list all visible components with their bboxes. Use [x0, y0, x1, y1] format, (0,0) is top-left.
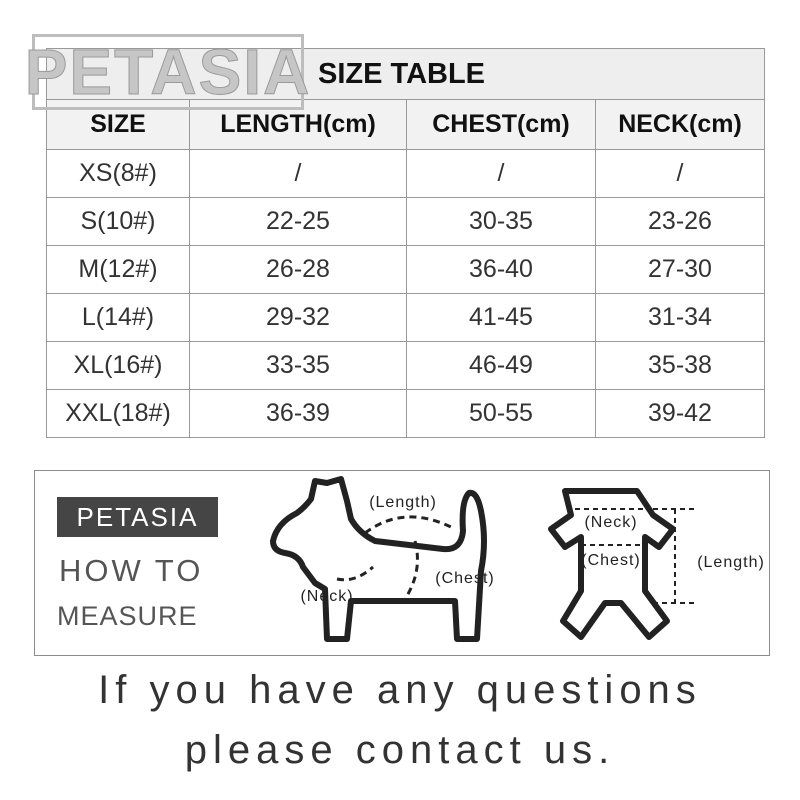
length-cell: 26-28 [190, 246, 407, 294]
neck-cell: 27-30 [596, 246, 765, 294]
chest-cell: 41-45 [407, 294, 596, 342]
table-row [47, 246, 765, 294]
watermark-text: PETASIA [24, 36, 312, 108]
how-to-heading: HOW TO [59, 553, 204, 588]
size-table-title: SIZE TABLE [47, 49, 765, 100]
neck-cell: / [596, 150, 765, 198]
neck-cell: 23-26 [596, 198, 765, 246]
dog-neck-label: (Neck) [300, 588, 354, 605]
dog-chest-label: (Chest) [435, 570, 495, 587]
chest-cell: 36-40 [407, 246, 596, 294]
neck-cell: 31-34 [596, 294, 765, 342]
table-row [47, 294, 765, 342]
chest-cell: / [407, 150, 596, 198]
table-row [47, 342, 765, 390]
chest-cell: 50-55 [407, 390, 596, 438]
measure-heading: MEASURE [57, 601, 198, 631]
contact-line-1: If you have any questions [98, 668, 702, 712]
dog-measure-illustration [255, 471, 525, 657]
header-size: SIZE [47, 100, 190, 150]
size-cell: M(12#) [47, 246, 190, 294]
outfit-length-label: (Length) [697, 554, 765, 571]
petasia-watermark-logo [24, 34, 312, 110]
chest-cell: 46-49 [407, 342, 596, 390]
how-to-measure-panel [34, 470, 770, 656]
length-cell: 36-39 [190, 390, 407, 438]
contact-line-2: please contact us. [184, 728, 616, 772]
outfit-chest-label: (Chest) [581, 552, 641, 569]
chest-cell: 30-35 [407, 198, 596, 246]
length-cell: 33-35 [190, 342, 407, 390]
table-row [47, 150, 765, 198]
neck-cell: 39-42 [596, 390, 765, 438]
table-row [47, 390, 765, 438]
size-cell: XXL(18#) [47, 390, 190, 438]
chest-measure-line [405, 541, 417, 599]
header-length: LENGTH(cm) [190, 100, 407, 150]
length-cell: 22-25 [190, 198, 407, 246]
length-cell: 29-32 [190, 294, 407, 342]
size-cell: XL(16#) [47, 342, 190, 390]
header-neck: NECK(cm) [596, 100, 765, 150]
table-row [47, 198, 765, 246]
brand-badge: PETASIA [57, 497, 218, 537]
dog-length-label: (Length) [369, 494, 437, 511]
neck-cell: 35-38 [596, 342, 765, 390]
size-cell: S(10#) [47, 198, 190, 246]
outfit-measure-illustration [525, 471, 771, 657]
neck-measure-line [337, 567, 373, 580]
size-cell: XS(8#) [47, 150, 190, 198]
outfit-neck-label: (Neck) [584, 514, 638, 531]
length-cell: / [190, 150, 407, 198]
outfit-length-line [653, 509, 695, 603]
size-cell: L(14#) [47, 294, 190, 342]
length-measure-line [365, 517, 455, 533]
header-chest: CHEST(cm) [407, 100, 596, 150]
